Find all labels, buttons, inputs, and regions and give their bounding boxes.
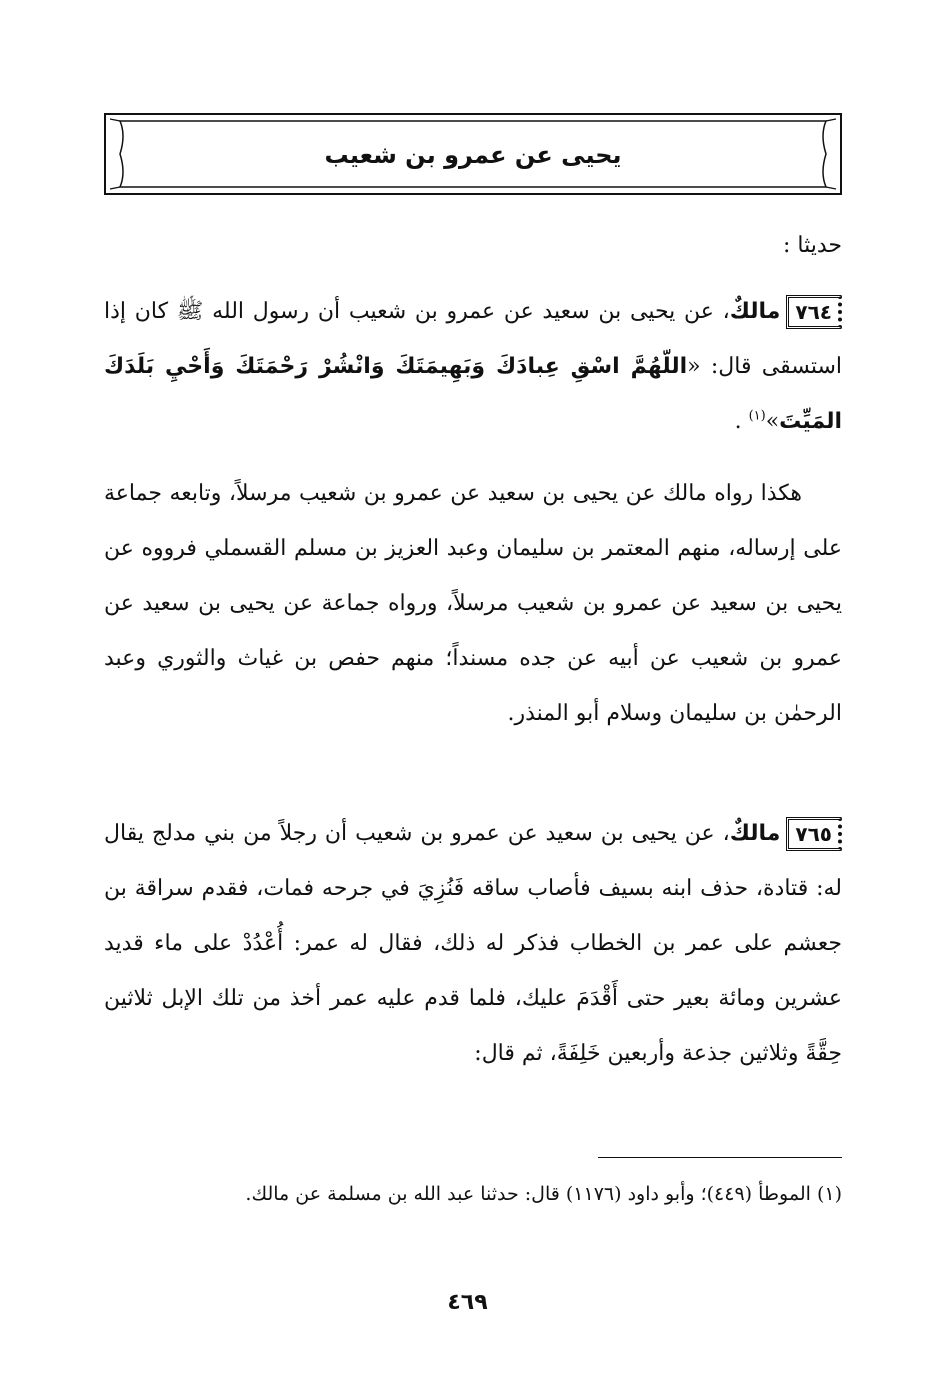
hadith-765 — [104, 806, 842, 1081]
hadith-narrator: مالكٌ — [729, 821, 781, 846]
quote-close: » — [765, 409, 780, 434]
intro-text: حديثا : — [782, 233, 842, 258]
footnote-ref[interactable]: (١) — [748, 408, 766, 424]
footnote-text: (١) الموطأ (٤٤٩)؛ وأبو داود (١١٧٦) قال: حدثنا عبد الله بن مسلمة عن مالك. — [245, 1183, 842, 1205]
commentary-paragraph — [104, 466, 842, 741]
chapter-title-frame — [104, 113, 842, 195]
footnote-divider — [598, 1157, 842, 1158]
footnote — [104, 1172, 842, 1216]
hadith-number-badge: ٧٦٤ — [786, 295, 842, 329]
chapter-title: يحيى عن عمرو بن شعيب — [324, 141, 622, 169]
page-number: ٤٦٩ — [447, 1290, 488, 1315]
commentary-text: هكذا رواه مالك عن يحيى بن سعيد عن عمرو بن شعيب مرسلاً، وتابعه جماعة على إرساله، منهم المعتمر بن سليمان وعبد العزيز بن مسلم القسملي فرووه عن يحيى بن سعيد عن عمرو بن شعيب مرسلاً، ورواه جماعة عن يحيى بن سعيد عن عمرو بن شعيب عن أبيه عن جده مسنداً؛ منهم حفص بن غياث والثوري وعبد الرحمٰن بن سليمان وسلام أبو المنذر. — [104, 481, 842, 726]
hadith-number-badge: ٧٦٥ — [786, 817, 842, 851]
hadith-text: ، عن يحيى بن سعيد عن عمرو بن شعيب أن رجلاً من بني مدلج يقال له: قتادة، حذف ابنه بسيف فأصاب ساقه فَنُزِيَ في جرحه فمات، فقدم سراقة بن جعشم على عمر بن الخطاب فذكر له ذلك، فقال له عمر: أُعْدُدْ على ماء قديد عشرين ومائة بعير حتى أَقْدَمَ عليك، فلما قدم عليه عمر أخذ من تلك الإبل ثلاثين حِقَّةً وثلاثين جذعة وأربعين خَلِفَةً، ثم قال: — [104, 821, 842, 1066]
hadith-narrator: مالكٌ — [729, 299, 781, 324]
hadith-764 — [104, 284, 842, 449]
intro-line — [104, 218, 842, 273]
hadith-end: . — [734, 409, 749, 434]
hadith-dua: اللّهُمَّ اسْقِ عِبادَكَ وَبَهِيمَتَكَ وَانْشُرْ رَحْمَتَكَ وَأَحْيِ بَلَدَكَ المَيِّتَ — [104, 354, 842, 434]
hadith-text: ، عن يحيى بن سعيد عن عمرو بن شعيب أن رسول الله ﷺ كان إذا استسقى قال: « — [104, 299, 843, 379]
